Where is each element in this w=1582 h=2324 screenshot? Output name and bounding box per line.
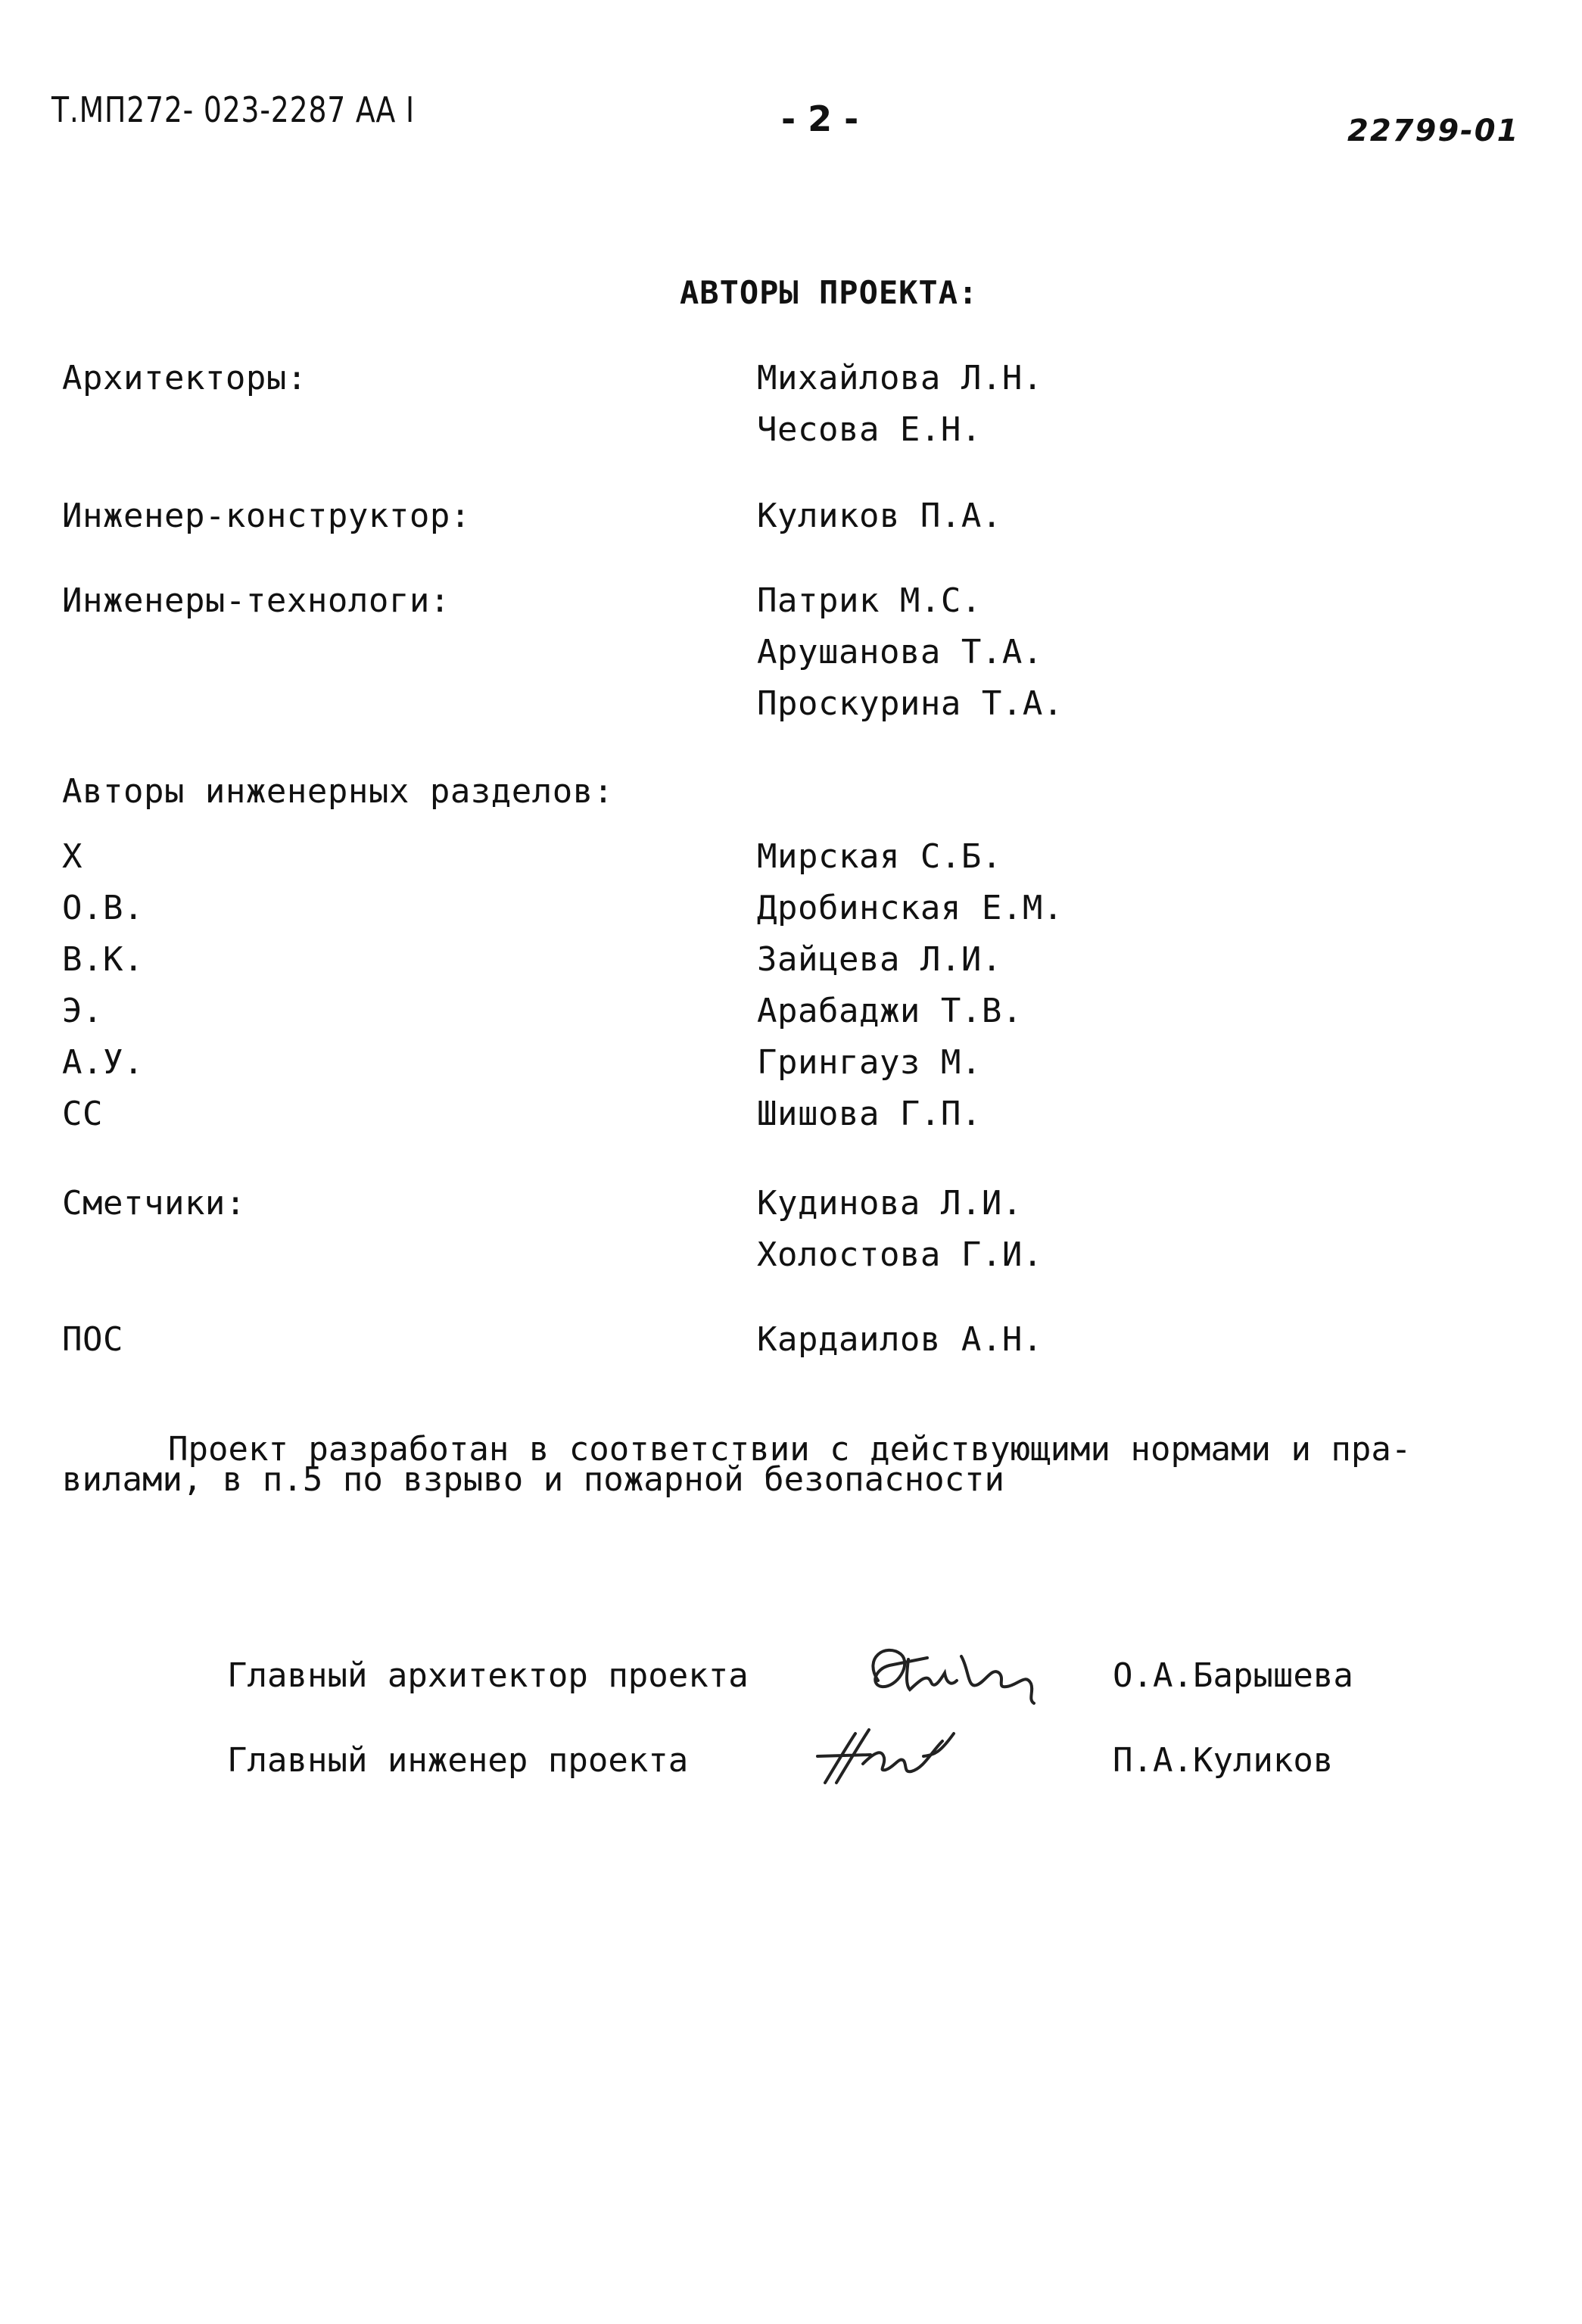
statement-line: вилами, в п.5 по взрыво и пожарной безопасности	[62, 1460, 1005, 1499]
author-name: Кардаилов А.Н.	[757, 1320, 1043, 1359]
chief-engineer-name: П.А.Куликов	[1113, 1741, 1334, 1780]
section-code: СС	[62, 1095, 103, 1133]
chief-architect-title: Главный архитектор проекта	[227, 1656, 749, 1695]
section-code: Х	[62, 837, 83, 876]
role-structural-engineer: Инженер-конструктор:	[62, 497, 471, 535]
author-name: Проскурина Т.А.	[757, 684, 1063, 723]
engineering-sections-heading: Авторы инженерных разделов:	[62, 772, 614, 811]
page-number: - 2 -	[781, 98, 859, 139]
chief-architect-name: О.А.Барышева	[1113, 1656, 1353, 1695]
author-name: Арушанова Т.А.	[757, 633, 1043, 671]
page-title: АВТОРЫ ПРОЕКТА:	[680, 274, 979, 311]
author-name: Михайлова Л.Н.	[757, 359, 1043, 397]
section-code: А.У.	[62, 1043, 144, 1082]
role-estimators: Сметчики:	[62, 1184, 246, 1223]
author-name: Грингауз М.	[757, 1043, 982, 1082]
document-code: Т.МП272- 023-2287 АА I	[51, 89, 415, 130]
document-number: 22799-01	[1347, 114, 1520, 148]
author-name: Патрик М.С.	[757, 581, 982, 620]
signature-architect	[855, 1628, 1082, 1718]
author-name: Холостова Г.И.	[757, 1235, 1043, 1274]
signature-engineer	[810, 1711, 976, 1794]
section-code: В.К.	[62, 940, 144, 979]
role-architects: Архитекторы:	[62, 359, 307, 397]
statement-line: Проект разработан в соответствии с действующими нормами и пра-	[168, 1430, 1412, 1469]
author-name: Шишова Г.П.	[757, 1095, 982, 1133]
role-technologists: Инженеры-технологи:	[62, 581, 450, 620]
author-name: Арабаджи Т.В.	[757, 992, 1023, 1030]
author-name: Чесова Е.Н.	[757, 410, 982, 449]
chief-engineer-title: Главный инженер проекта	[227, 1741, 689, 1780]
section-code: О.В.	[62, 889, 144, 927]
author-name: Мирская С.Б.	[757, 837, 1002, 876]
compliance-statement	[62, 1430, 1523, 1499]
author-name: Кудинова Л.И.	[757, 1184, 1023, 1223]
role-pos: ПОС	[62, 1320, 123, 1359]
author-name: Дробинская Е.М.	[757, 889, 1063, 927]
author-name: Куликов П.А.	[757, 497, 1002, 535]
section-code: Э.	[62, 992, 103, 1030]
author-name: Зайцева Л.И.	[757, 940, 1002, 979]
